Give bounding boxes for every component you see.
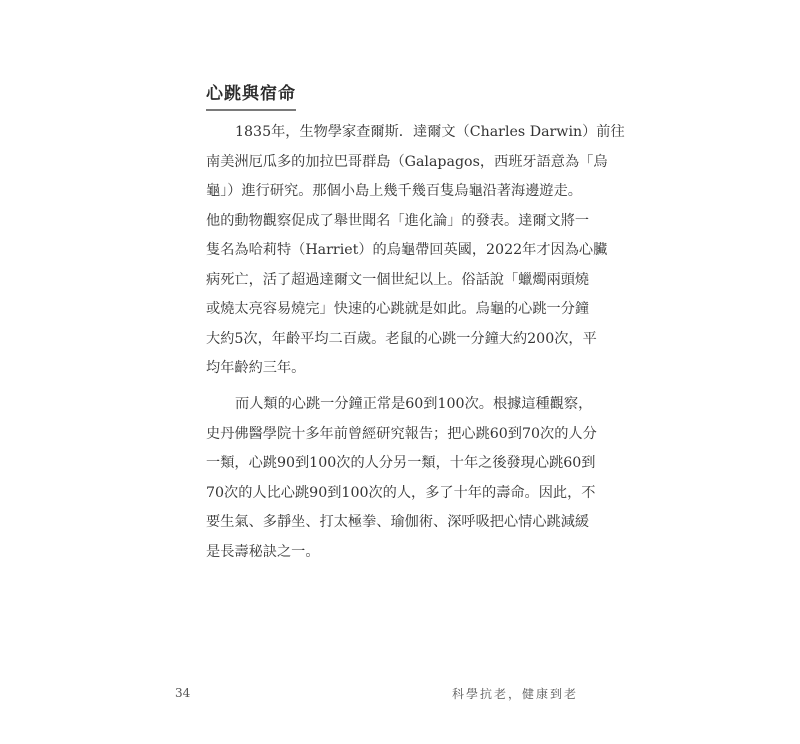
paragraph-line: 是長壽秘訣之一。 xyxy=(206,543,320,560)
paragraph-line: 70次的人比心跳90到100次的人，多了十年的壽命。因此，不 xyxy=(206,484,596,501)
paragraph-line: 他的動物觀察促成了舉世聞名「進化論」的發表。達爾文將一 xyxy=(206,212,590,229)
paragraph-2 xyxy=(206,390,597,567)
paragraph-line: 要生氣、多靜坐、打太極拳、瑜伽術、深呼吸把心情心跳減緩 xyxy=(206,514,590,530)
paragraph-line: 隻名為哈莉特（Harriet）的烏龜帶回英國，2022年才因為心臟 xyxy=(206,242,608,258)
paragraph-line: 龜」）進行研究。那個小島上幾千幾百隻烏龜沿著海邊遊走。 xyxy=(206,183,582,199)
paragraph-line: 史丹佛醫學院十多年前曾經研究報告；把心跳60到70次的人分 xyxy=(206,425,597,442)
paragraph-line: 一類，心跳90到100次的人分另一類，十年之後發現心跳60到 xyxy=(206,455,596,471)
section-heading: 心跳與宿命 xyxy=(206,79,296,111)
page-number: 34 xyxy=(175,686,191,700)
running-footer-title: 科學抗老，健康到老 xyxy=(451,687,578,701)
paragraph-line: 1835年，生物學家查爾斯．達爾文（Charles Darwin）前往 xyxy=(235,124,625,140)
paragraph-1 xyxy=(206,118,625,384)
paragraph-line: 而人類的心跳一分鐘正常是60到100次。根據這種觀察， xyxy=(235,396,593,412)
paragraph-line: 大約5次，年齡平均二百歲。老鼠的心跳一分鐘大約200次，平 xyxy=(206,330,597,347)
paragraph-line: 均年齡約三年。 xyxy=(206,360,306,376)
paragraph-line: 南美洲厄瓜多的加拉巴哥群島（Galapagos，西班牙語意為「烏 xyxy=(206,153,608,170)
paragraph-line: 病死亡，活了超過達爾文一個世紀以上。俗話說「蠟燭兩頭燒 xyxy=(206,271,590,288)
paragraph-line: 或燒太亮容易燒完」快速的心跳就是如此。烏龜的心跳一分鐘 xyxy=(206,301,590,317)
